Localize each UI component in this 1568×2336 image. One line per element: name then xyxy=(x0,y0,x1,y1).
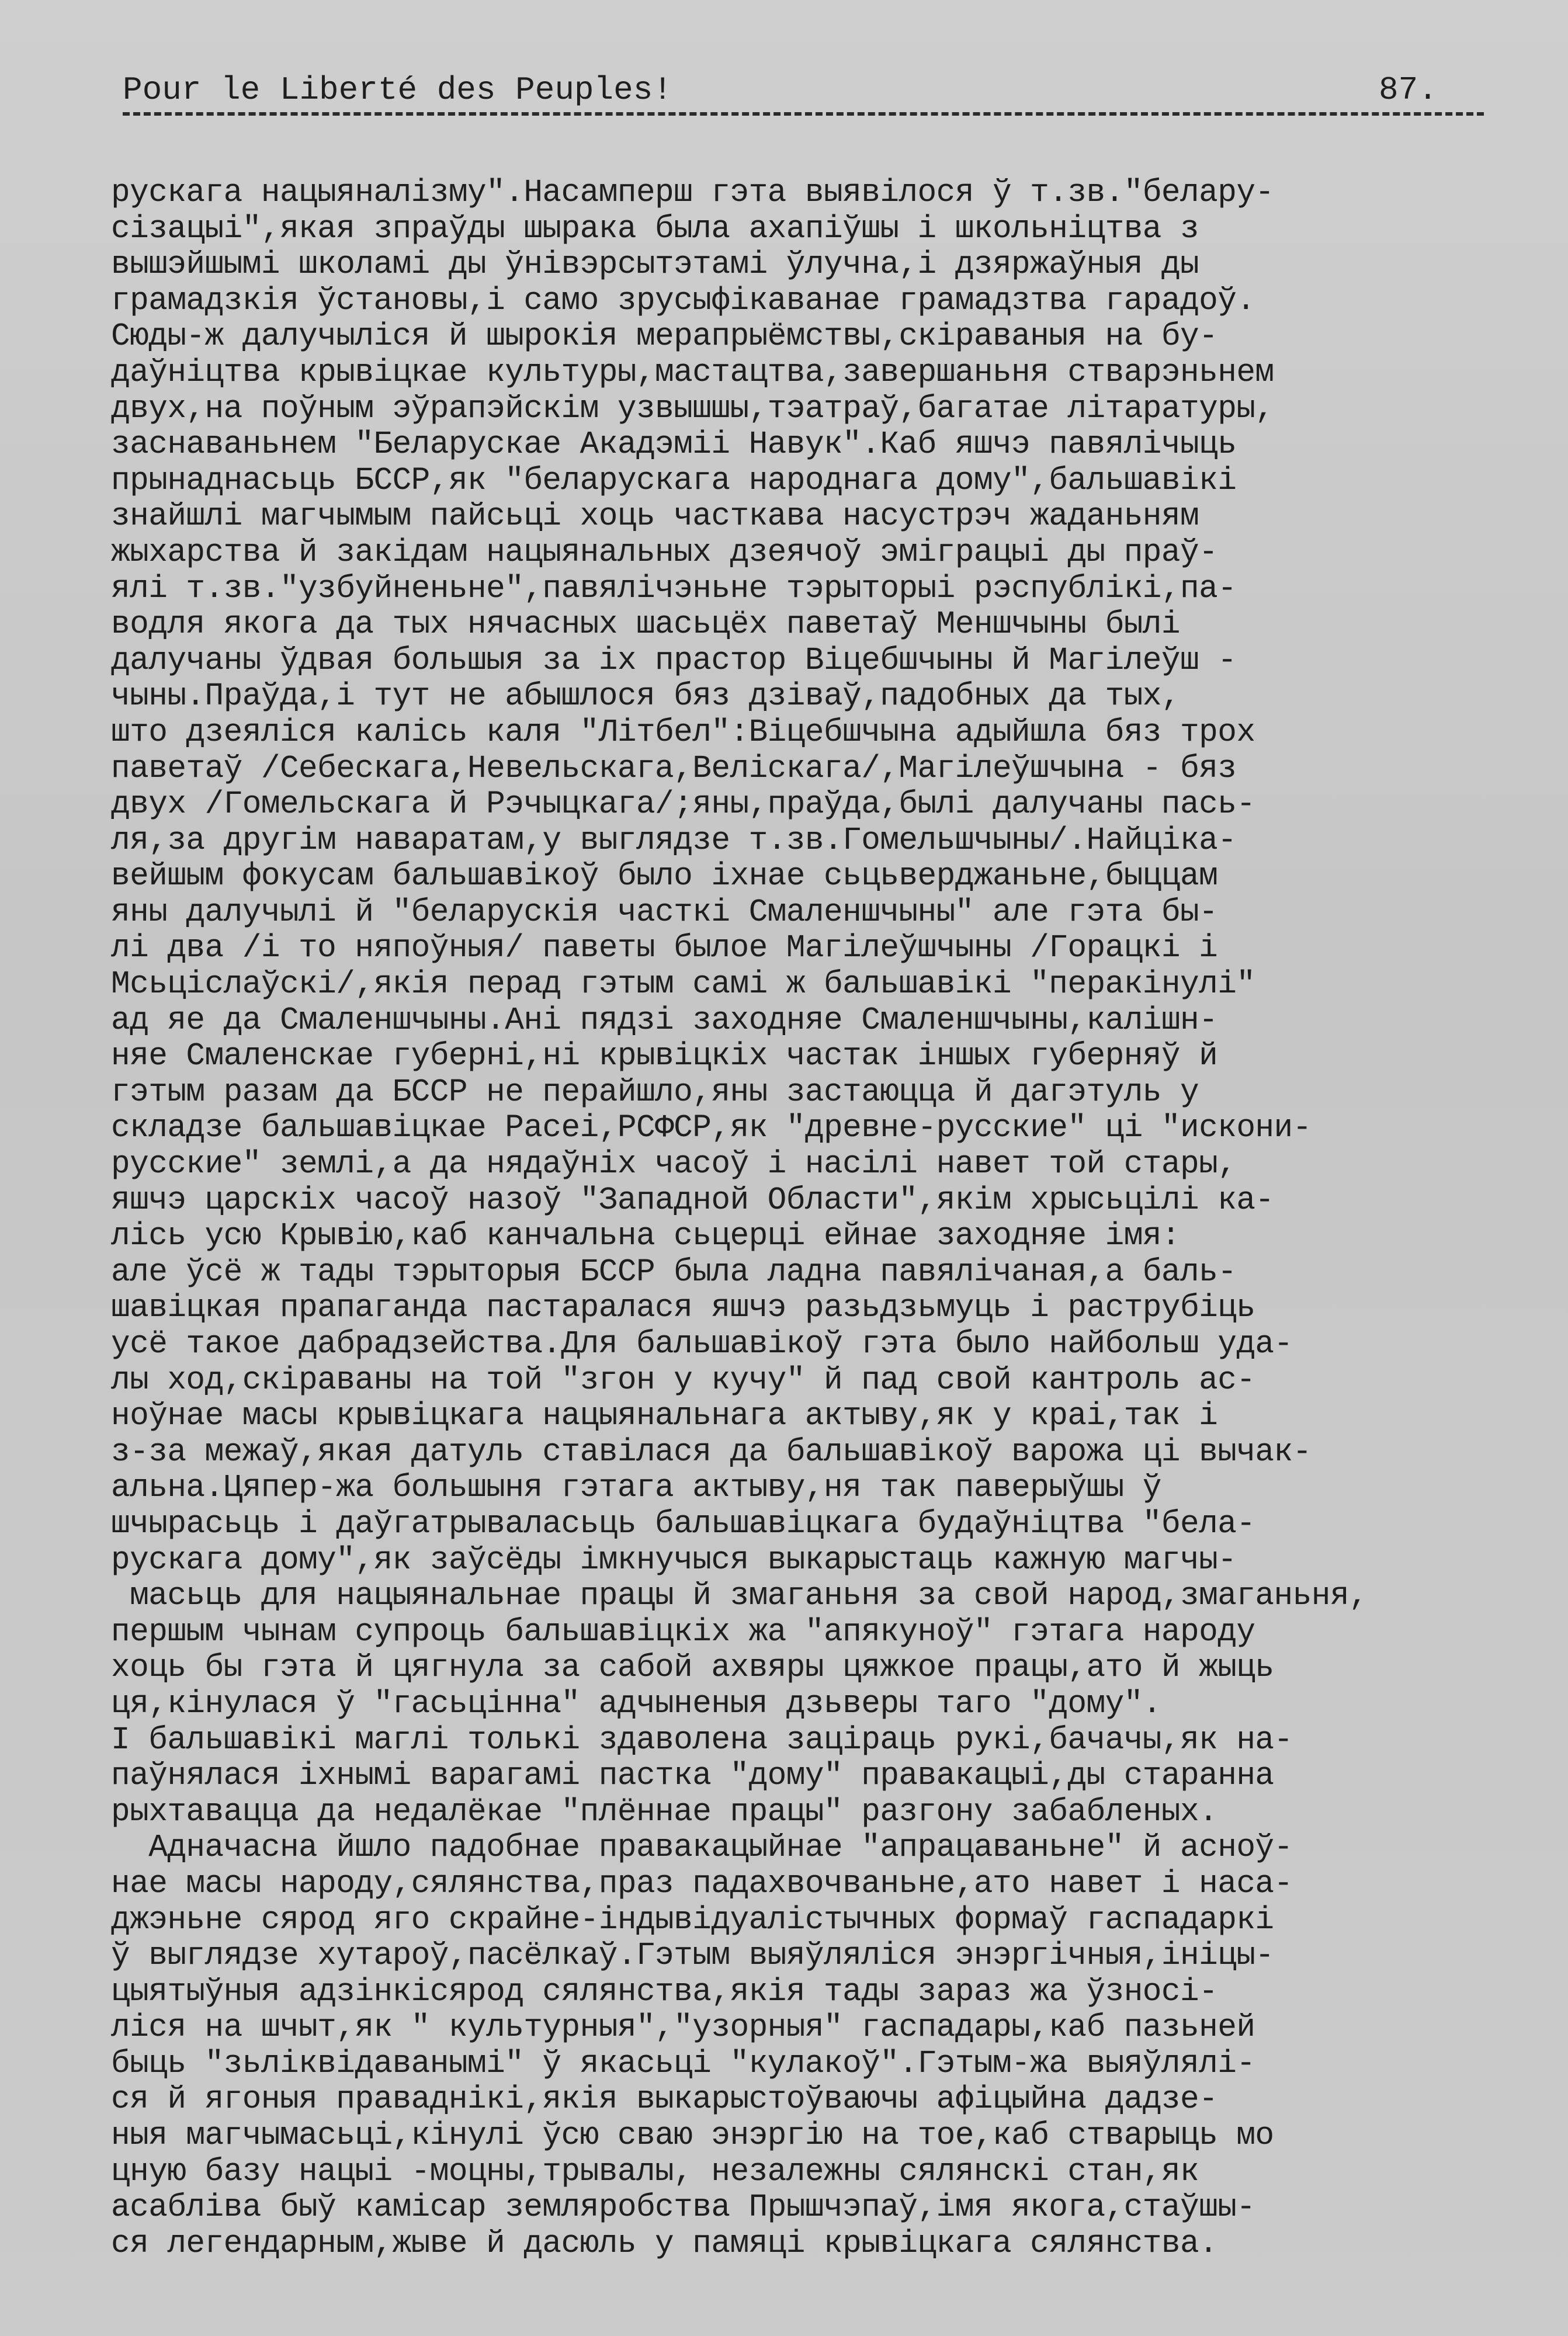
text-line: ліся на шчыт,як " культурныя","узорныя" гаспадары,каб пазьней xyxy=(111,2010,1255,2046)
running-header xyxy=(123,69,1484,122)
text-line: паўнялася іхнымі варагамі пастка "дому" правакацыі,ды старанна xyxy=(111,1758,1274,1794)
text-line: цыятыўныя адзінкісярод сялянства,якія тады зараз жа ўзносі- xyxy=(111,1974,1218,2010)
text-line: асабліва быў камісар земляробства Прышчэпаў,імя якога,стаўшы- xyxy=(111,2190,1255,2226)
text-line: далучаны ўдвая большыя за іх прастор Віцебшчыны й Магілеўш - xyxy=(111,643,1237,679)
text-line: няе Смаленскае губерні,ні крывіцкіх частак іншых губерняў й xyxy=(111,1039,1218,1075)
text-line: Мсьціслаўскі/,якія перад гэтым самі ж бальшавікі "перакінулі" xyxy=(111,967,1255,1003)
text-line: шавіцкая прапаганда пастаралася яшчэ разьдзьмуць і раструбіць xyxy=(111,1290,1255,1327)
text-line: але ўсё ж тады тэрыторыя БССР была ладна павялічаная,а баль- xyxy=(111,1254,1237,1290)
text-line: з-за межаў,якая датуль ставілася да бальшавікоў варожа ці вычак- xyxy=(111,1434,1312,1470)
text-line: першым чынам супроць бальшавіцкіх жа "апякуноў" гэтага народу xyxy=(111,1614,1255,1650)
text-line: ныя магчымасьці,кінулі ўсю сваю энэргію на тое,каб стварыць мо xyxy=(111,2118,1274,2154)
text-line: жыхарства й закідам нацыянальных дзеячоў эміграцыі ды праў- xyxy=(111,534,1218,571)
text-line: джэньне сярод яго скрайне-індывідуалістычных формаў гаспадаркі xyxy=(111,1902,1274,1938)
text-line: І бальшавікі маглі толькі здаволена заціраць рукі,бачачы,як на- xyxy=(111,1722,1293,1758)
text-line: лы ход,скіраваны на той "згон у кучу" й пад свой кантроль ас- xyxy=(111,1362,1255,1398)
text-line: Адначасна йшло падобнае правакацыйнае "апрацаваньне" й асноў- xyxy=(111,1830,1293,1866)
text-line: шчырасьць і даўгатрываласьць бальшавіцкага будаўніцтва "бела- xyxy=(111,1506,1255,1542)
text-line: гэтым разам да БССР не перайшло,яны застаюцца й дагэтуль у xyxy=(111,1074,1199,1110)
text-line: водля якога да тых нячасных шасьцёх паветаў Меншчыны былі xyxy=(111,607,1181,643)
text-line: ялі т.зв."узбуйненьне",павялічэньне тэрыторыі рэспублікі,па- xyxy=(111,571,1237,607)
text-line: ад яе да Смаленшчыны.Ані пядзі заходняе Смаленшчыны,калішн- xyxy=(111,1002,1218,1039)
text-line: рыхтавацца да недалёкае "плённае працы" разгону забабленых. xyxy=(111,1794,1218,1830)
text-line: хоць бы гэта й цягнула за сабой ахвяры цяжкое працы,ато й жыць xyxy=(111,1650,1274,1686)
text-line: ноўнае масы крывіцкага нацыянальнага актыву,як у краі,так і xyxy=(111,1398,1218,1435)
page-number: 87. xyxy=(1379,71,1438,109)
text-line: масьць для нацыянальнае працы й змаганьня за свой народ,змаганьня, xyxy=(111,1578,1368,1615)
text-line: лі два /і то няпоўныя/ паветы былое Магілеўшчыны /Горацкі і xyxy=(111,931,1218,967)
text-line: ця,кінулася ў "гасьцінна" адчыненыя дзьверы таго "дому". xyxy=(111,1686,1161,1722)
text-line: ся й ягоныя праваднікі,якія выкарыстоўваючы афіцыйна дадзе- xyxy=(111,2082,1218,2118)
text-line: даўніцтва крывіцкае культуры,мастацтва,завершаньня стварэньнем xyxy=(111,355,1274,391)
text-line: двух,на поўным эўрапэйскім узвышшы,тэатраў,багатае літаратуры, xyxy=(111,391,1274,427)
journal-title: Pour le Liberté des Peuples! xyxy=(123,71,672,109)
text-line: двух /Гомельскага й Рэчыцкага/;яны,праўда,былі далучаны пась- xyxy=(111,787,1255,823)
text-line: вышэйшымі школамі ды ўнівэрсытэтамі ўлучна,і дзяржаўныя ды xyxy=(111,247,1199,283)
text-line: вейшым фокусам бальшавікоў было іхнае сьцьверджаньне,быццам xyxy=(111,859,1218,895)
body-text xyxy=(111,175,1513,2262)
header-dashed-rule xyxy=(123,112,1484,116)
text-line: прынаднасьць БССР,як "беларускага народнага дому",бальшавікі xyxy=(111,463,1237,499)
text-line: знайшлі магчымым пайсьці хоць часткава насустрэч жаданьням xyxy=(111,499,1199,535)
text-line: рускага дому",як заўсёды імкнучыся выкарыстаць кажную магчы- xyxy=(111,1542,1237,1578)
text-line: лісь усю Крывію,каб канчальна сьцерці ейнае заходняе імя: xyxy=(111,1219,1181,1255)
text-line: ў выглядзе хутароў,пасёлкаў.Гэтым выяўляліся энэргічныя,ініцы- xyxy=(111,1938,1274,1974)
text-line: яшчэ царскіх часоў назоў "Западной Области",якім хрысьцілі ка- xyxy=(111,1182,1274,1219)
text-line: рускага нацыяналізму".Насамперш гэта выявілося ў т.зв."белару- xyxy=(111,175,1274,211)
text-line: ся легендарным,жыве й дасюль у памяці крывіцкага сялянства. xyxy=(111,2226,1218,2262)
text-line: Сюды-ж далучыліся й шырокія мерапрыёмствы,скіраваныя на бу- xyxy=(111,319,1218,355)
text-line: чыны.Праўда,і тут не абышлося бяз дзіваў,падобных да тых, xyxy=(111,679,1181,715)
text-line: грамадзкія ўстановы,і само зрусыфікаванае грамадзтва гарадоў. xyxy=(111,283,1255,319)
text-line: русские" землі,а да нядаўніх часоў і насілі навет той стары, xyxy=(111,1147,1237,1183)
text-line: ля,за другім наваратам,у выглядзе т.зв.Гомельшчыны/.Найціка- xyxy=(111,822,1237,859)
text-line: заснаваньнем "Беларускае Акадэміі Навук".Каб яшчэ павялічыць xyxy=(111,427,1237,463)
text-line: сізацыі",якая зпраўды шырака была ахапіўшы і школьніцтва з xyxy=(111,211,1199,247)
text-line: быць "зьліквідаванымі" ў якасьці "кулакоў".Гэтым-жа выяўлялі- xyxy=(111,2046,1255,2082)
text-line: паветаў /Себескага,Невельскага,Веліскага/,Магілеўшчына - бяз xyxy=(111,751,1237,787)
text-line: цную базу нацыі -моцны,трывалы, незалежны сялянскі стан,як xyxy=(111,2154,1199,2190)
text-line: што дзеяліся калісь каля "Літбел":Віцебшчына адыйшла бяз трох xyxy=(111,714,1255,751)
text-line: усё такое дабрадзейства.Для бальшавікоў гэта было найбольш уда- xyxy=(111,1327,1293,1362)
text-line: альна.Цяпер-жа большыня гэтага актыву,ня так паверыўшы ў xyxy=(111,1470,1161,1507)
text-line: нае масы народу,сялянства,праз падахвочваньне,ато навет і наса- xyxy=(111,1866,1293,1902)
text-line: яны далучылі й "беларускія часткі Смаленшчыны" але гэта бы- xyxy=(111,894,1218,931)
text-line: складзе бальшавіцкае Расеі,РСФСР,як "древне-русские" ці "искони- xyxy=(111,1110,1312,1147)
